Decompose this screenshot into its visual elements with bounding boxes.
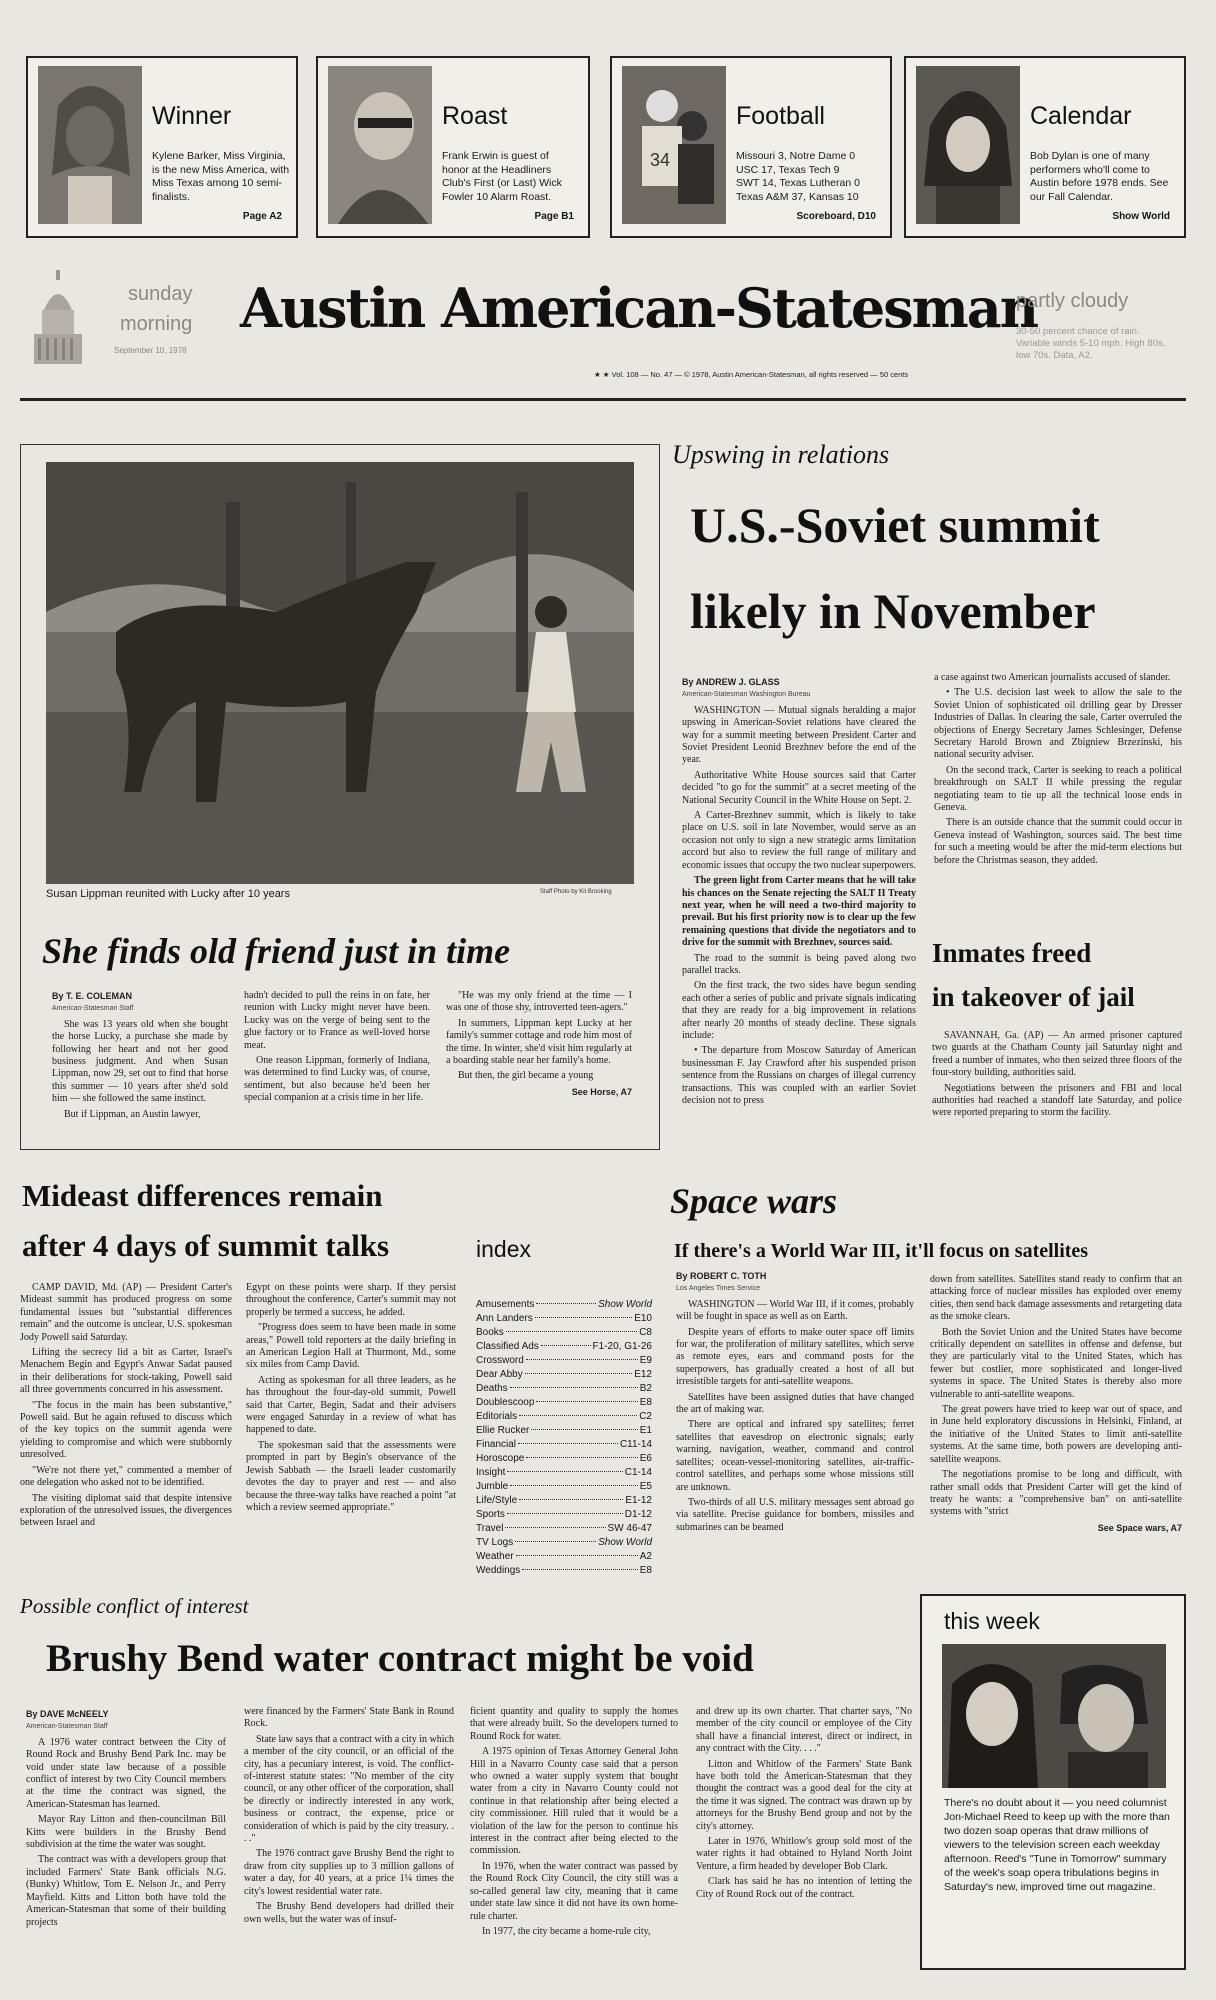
index-entry-page: A2	[639, 1551, 652, 1562]
paragraph: CAMP DAVID, Md. (AP) — President Carter's Mideast summit has produced progress on some fundamental issues but "substantial differences remain" and the outcome is unclear, U.S. spokesman Jody Powell said Saturday.	[20, 1282, 232, 1343]
paragraph: Both the Soviet Union and the United States have become critically dependent on satellites in offense and defense, but they are particularly vital to the United States, which has fewer but costlier, more sophisticated and longer-lived systems in space. The United States is thereby also more vulnerable to anti-satellite weapons.	[930, 1326, 1182, 1400]
inmates-headline-2: in takeover of jail	[932, 982, 1135, 1012]
index-entry-label: Deaths	[476, 1383, 508, 1394]
index-entry[interactable]	[476, 1410, 652, 1424]
paragraph: A 1975 opinion of Texas Attorney General John Hill in a Navarro County case said that a person who owned a water supply system that bought water from a city in Navarro County could not continue in that relationship after being elected a city commissioner. Hill ruled that it would be a violation of the law for the person to continue his interest in the contract after being elected to the commission.	[470, 1746, 678, 1857]
index-leader-dots	[516, 1555, 638, 1556]
index-entry-label: Financial	[476, 1439, 517, 1450]
index-entry[interactable]	[476, 1564, 652, 1578]
inmates-headline-1: Inmates freed	[932, 938, 1092, 968]
photo-caption: Susan Lippman reunited with Lucky after 10 years	[46, 888, 290, 900]
index-leader-dots	[505, 1527, 605, 1528]
paragraph: State law says that a contract with a city in which a member of the city council, or an official of the city, has a pecuniary interest, is void. The conflict-of-interest statute states: "No member of the city council, or any other officer of the corporation, shall be directly or indirectly interested in any work, business or contract, the expense, price or consideration of which is paid by the city treasury. . . ."	[244, 1733, 454, 1845]
byline: By ROBERT C. TOTH	[676, 1271, 767, 1281]
photo-credit: Staff Photo by Kit Brooking	[540, 889, 612, 895]
byline: By ANDREW J. GLASS	[682, 677, 780, 687]
paragraph: • The departure from Moscow Saturday of American businessman F. Jay Crawford after his suspended prison sentence from the Russians on charges of illegal currency transactions. This was coupled with an earlier Soviet decision not to press	[682, 1045, 916, 1106]
index-entry-label: Crossword	[476, 1355, 524, 1366]
paragraph: A 1976 water contract between the City of Round Rock and Brushy Bend Park Inc. may be void under state law because of a possible conflict of interest by two City Council members at the time the contract was signed, the American-Statesman has learned.	[26, 1736, 226, 1810]
index-entry-page: E8	[639, 1397, 652, 1408]
index-entry-label: Sports	[476, 1509, 505, 1520]
mideast-headline-2: after 4 days of summit talks	[22, 1228, 390, 1263]
paragraph: Later in 1976, Whitlow's group sold most of the water rights it had obtained to Hyland North Joint Venture, a firm headed by developer Bob Clark.	[696, 1836, 912, 1872]
index-leader-dots	[518, 1443, 618, 1444]
mideast-headline-1: Mideast differences remain	[22, 1178, 383, 1213]
paragraph: But if Lippman, an Austin lawyer,	[64, 1108, 201, 1120]
paragraph: "The focus in the main has been substantive," Powell said. But he again refused to discuss which of the key topics on the summit agenda were yielding to compromise and which were stubbornly unresolved.	[20, 1399, 232, 1461]
weather-title: partly cloudy	[1016, 290, 1129, 312]
paragraph: ficient quantity and quality to supply the homes that were already built. So the developers turned to Round Rock for water.	[470, 1706, 678, 1742]
index-entry-page: E1	[639, 1425, 652, 1436]
paragraph: Satellites have been assigned duties that have changed the art of making war.	[676, 1391, 914, 1416]
index-entry-label: Weddings	[476, 1565, 521, 1576]
paragraph: The 1976 contract gave Brushy Bend the right to draw from city supplies up to 3 million gallons of water a day, for 40 years, at a price 1¼ times the city's lowest residential water rate.	[244, 1848, 454, 1897]
index-entry[interactable]	[476, 1494, 652, 1508]
this-week-photo	[942, 1644, 1166, 1788]
index-leader-dots	[541, 1345, 591, 1346]
teaser-title: Roast	[442, 102, 508, 130]
index-entry[interactable]	[476, 1424, 652, 1438]
mideast-col-1	[20, 1282, 232, 1572]
paragraph: SAVANNAH, Ga. (AP) — An armed prisoner captured two guards at the Chatham County jail Saturday night and freed a number of inmates, who then seized three floors of the four-story building, authorities said.	[932, 1030, 1182, 1079]
byline-org: American-Statesman Staff	[52, 1005, 134, 1013]
index-leader-dots	[507, 1471, 622, 1472]
index-entry[interactable]	[476, 1326, 652, 1340]
teaser-page: Page A2	[242, 211, 282, 222]
see-jump-link[interactable]: See Space wars, A7	[1097, 1522, 1182, 1533]
paragraph: In summers, Lippman kept Lucky at her family's summer cottage and rode him most of the time. In winter, she'd visit him regularly at a boarding stable near her family's home.	[446, 1017, 632, 1067]
brushy-col-1	[26, 1708, 226, 1968]
paragraph: down from satellites. Satellites stand ready to confirm that an attacking force of nuclear missiles has exploded over enemy cities, then send back damage assessments and retargeting data as the smoke clears.	[930, 1274, 1182, 1323]
teaser-title: Winner	[152, 102, 232, 130]
capitol-dome-icon	[30, 270, 86, 370]
paragraph: The great powers have tried to keep war out of space, and in June held exploratory discussions in Helsinki, Finland, at the initiative of the United States to limit anti-satellite systems. At the same time, both powers are developing anti-satellite weapons.	[930, 1404, 1182, 1465]
see-jump-link[interactable]: See Horse, A7	[571, 1086, 632, 1097]
space-col-1	[676, 1270, 914, 1576]
index-entry-label: Life/Style	[476, 1495, 518, 1506]
paragraph: a case against two American journalists accused of slander.	[934, 672, 1171, 683]
brushy-col-2	[244, 1706, 454, 1970]
index-entry-label: Weather	[476, 1551, 514, 1562]
index-entry[interactable]	[476, 1340, 652, 1354]
paragraph: Despite years of efforts to make outer space off limits for war, the proliferation of military satellites, which serve as remote eyes, ears and command posts for the superpowers, has gradually created a host of all but irresistible targets for anti-satellite weapons.	[676, 1326, 914, 1388]
paragraph: But then, the girl became a young	[458, 1070, 594, 1082]
byline: By T. E. COLEMAN	[52, 991, 133, 1001]
index-leader-dots	[525, 1373, 633, 1374]
index-entry[interactable]	[476, 1368, 652, 1382]
index-leader-dots	[535, 1317, 632, 1318]
paragraph: The contract was with a developers group that included Farmers' State Bank officials N.G. (Bunky) Whitlow, Tom E. Nelson Jr., and Perry Mayfield. Kitts and Litton both have told the American-Statesman that some of their building projects	[26, 1854, 226, 1928]
index-entry-label: Ellie Rucker	[476, 1425, 530, 1436]
index-entry[interactable]	[476, 1550, 652, 1564]
index-entry[interactable]	[476, 1466, 652, 1480]
index-entry[interactable]	[476, 1438, 652, 1452]
paragraph: were financed by the Farmers' State Bank in Round Rock.	[244, 1706, 454, 1730]
horse-col-2	[244, 990, 430, 1140]
summit-kicker: Upswing in relations	[672, 440, 890, 469]
summit-col-1	[682, 676, 916, 1184]
index-entry-page: E6	[639, 1453, 652, 1464]
paragraph: Authoritative White House sources said that Carter decided "to go for the summit" at a secret meeting of the National Security Council in the White House on Sept. 2.	[682, 769, 916, 806]
index-entry-label: Classified Ads	[476, 1341, 539, 1352]
index-entry-label: TV Logs	[476, 1537, 514, 1548]
teaser-text: Missouri 3, Notre Dame 0 USC 17, Texas Tech 9 SWT 14, Texas Lutheran 0 Texas A&M 37, Kansas 10	[736, 150, 860, 203]
paragraph: The road to the summit is being paved along two parallel tracks.	[682, 952, 916, 976]
index-entry-page: SW 46-47	[607, 1523, 652, 1534]
byline-org: Los Angeles Times Service	[676, 1285, 761, 1293]
index-entry[interactable]	[476, 1522, 652, 1536]
index-leader-dots	[515, 1541, 596, 1542]
summit-headline-1: U.S.-Soviet summit	[690, 497, 1100, 553]
teaser-page: Scoreboard, D10	[796, 211, 876, 222]
inmates-body	[932, 1030, 1182, 1164]
teaser-roast[interactable]	[316, 56, 590, 238]
paragraph: Lifting the secrecy lid a bit as Carter, Israel's Menachem Begin and Egypt's Anwar Sadat paused in their deliberations for stock-taking, Powell said all three governments concurred in his assessment.	[20, 1347, 232, 1396]
paragraph: Mayor Ray Litton and then-councilman Bill Kitts were builders in the Brushy Bend subdivision at the time the water was sought.	[26, 1814, 226, 1851]
teaser-photo	[916, 66, 1020, 224]
paragraph: Litton and Whitlow of the Farmers' State Bank have both told the American-Statesman that they thought the contract was a good deal for the city at the time it was signed. The contract was drawn up by attorneys for the Brushy Bend group and not by the city's attorney.	[696, 1758, 912, 1832]
teaser-title: Calendar	[1030, 102, 1132, 130]
teaser-photo	[328, 66, 432, 224]
index-entry-page: E10	[634, 1313, 652, 1324]
paragraph: On the first track, the two sides have begun sending each other a series of public and private signals indicating that they are ready for a big improvement in relations after nearly 20 months of steady decline. These signals include:	[682, 980, 916, 1041]
paragraph: WASHINGTON — Mutual signals heralding a major upswing in American-Soviet relations have cleared the way for a summit meeting between President Carter and Soviet President Leonid Brezhnev before the end of the year.	[682, 704, 916, 766]
index-entry[interactable]	[476, 1536, 652, 1550]
index-entry[interactable]	[476, 1452, 652, 1466]
paragraph: "We're not there yet," commented a member of one delegation who asked not to be identified.	[20, 1464, 232, 1489]
summit-headline-2: likely in November	[690, 583, 1096, 639]
paragraph: One reason Lippman, formerly of Indiana, was determined to find Lucky was, of course, sentiment, but also because he'd been her special companion at a crisis time in her life.	[244, 1055, 430, 1104]
teaser-title: Football	[736, 102, 825, 130]
byline-org: American-Statesman Washington Bureau	[682, 691, 811, 699]
index-leader-dots	[526, 1457, 637, 1458]
paragraph: Egypt on these points were sharp. If they persist throughout the conference, Carter's summit may not properly be termed a success, he added.	[246, 1282, 456, 1318]
byline-org: American-Statesman Staff	[26, 1723, 108, 1731]
index-entry-label: Travel	[476, 1523, 504, 1534]
index-entry-page: C11-14	[619, 1439, 652, 1450]
index-leader-dots	[519, 1415, 637, 1416]
index-entry-page: F1-20, G1-26	[592, 1341, 652, 1352]
brushy-col-3	[470, 1706, 678, 1970]
index-entry-page: E12	[634, 1369, 652, 1380]
teaser-text: Kylene Barker, Miss Virginia, is the new Miss America, with Miss Texas among 10 semi-finalists.	[152, 150, 290, 203]
mideast-col-2	[246, 1282, 456, 1572]
index-entry[interactable]	[476, 1382, 652, 1396]
masthead-date: September 10, 1978	[114, 346, 187, 355]
space-col-2	[930, 1274, 1182, 1576]
paragraph: hadn't decided to pull the reins in on fate, her reunion with Lucky might never have been. Lucky was on the verge of being sent to the glue factory or to France as well-loved horse meat.	[244, 990, 430, 1051]
svg-text:34: 34	[650, 150, 671, 170]
teaser-page: Page B1	[534, 211, 574, 222]
index-entry-label: Jumble	[476, 1481, 509, 1492]
index-entry-page: E1-12	[625, 1495, 652, 1506]
paragraph: "Progress does seem to have been made in some areas," Powell told reporters at the daily briefing in an American Legion Hall at Thurmont, Md., some six miles from Camp David.	[246, 1322, 456, 1371]
paragraph: A Carter-Brezhnev summit, which is likely to take place on U.S. soil in late November, would serve as an occasion not only to sign a new strategic arms limitation accord but also to review the full range of military and economic issues that occupy the two nuclear superpowers.	[682, 810, 916, 871]
paragraph: In 1976, when the water contract was passed by the Round Rock City Council, the city still was a so-called general law city, meaning that it came under state law since it did not have its own home-rule charter.	[470, 1860, 678, 1922]
index-entry[interactable]	[476, 1298, 652, 1312]
teaser-photo	[622, 66, 726, 224]
paragraph: The negotiations promise to be long and difficult, with rather small odds that President Carter will get the kind of treaty he wants: a "comprehensive ban" on anti-satellite systems with "strict	[930, 1469, 1182, 1518]
paragraph: • The U.S. decision last week to allow the sale to the Soviet Union of sophisticated oil drilling gear by Dresser Industries of Dallas. In clearing the sale, Carter overruled the objections of Energy Secretary James Schlesinger, Defense Secretary Harold Brown and Zbigniew Brzezinski, his national security adviser.	[934, 687, 1182, 761]
paragraph: Two-thirds of all U.S. military messages sent abroad go via satellite. Precise guidance for bombers, missiles and submarines can be beamed	[676, 1496, 914, 1533]
byline: By DAVE McNEELY	[26, 1709, 109, 1719]
paragraph: Clark has said he has no intention of letting the City of Round Rock out of the contract.	[696, 1876, 912, 1900]
weather-text: 30-50 percent chance of rain. Variable winds 5-10 mph. High 80s, low 70s. Data, A2.	[1016, 326, 1166, 361]
index-entry[interactable]	[476, 1354, 652, 1368]
brushy-kicker: Possible conflict of interest	[20, 1594, 249, 1618]
brushy-col-4	[696, 1706, 912, 1970]
index-leader-dots	[531, 1429, 637, 1430]
summit-col-2	[934, 672, 1182, 912]
paragraph: and drew up its own charter. That charter says, "No member of the city council or employee of the City shall have a financial interest, direct or indirect, in any contract with the City. . . ."	[696, 1706, 912, 1755]
index-entry-label: Insight	[476, 1467, 506, 1478]
masthead-day: sunday	[128, 283, 193, 305]
index-entry-page: B2	[639, 1383, 652, 1394]
paragraph: There is an outside chance that the summit could occur in Geneva instead of Washington, sources said. The best time for such a meeting would be after the mid-term elections but before the Christmas season, they added.	[934, 817, 1182, 866]
teaser-football[interactable]	[610, 56, 892, 238]
paragraph: "He was my only friend at the time — I was one of those shy, introverted teen-agers."	[446, 990, 632, 1014]
index-entry-page: Show World	[598, 1537, 652, 1548]
index-list	[476, 1298, 652, 1578]
index-leader-dots	[519, 1499, 623, 1500]
index-entry-label: Ann Landers	[476, 1313, 533, 1324]
paragraph: WASHINGTON — World War III, if it comes, probably will be fought in space as well as on Earth.	[676, 1298, 914, 1323]
teaser-winner[interactable]	[26, 56, 298, 238]
teaser-page: Show World	[1112, 211, 1170, 222]
index-entry-page: E8	[639, 1565, 652, 1576]
index-entry-page: E5	[639, 1481, 652, 1492]
index-leader-dots	[507, 1513, 623, 1514]
index-entry-page: C1-14	[624, 1467, 652, 1478]
index-leader-dots	[536, 1401, 637, 1402]
paragraph: The Brushy Bend developers had drilled their own wells, but the water was of insuf-	[244, 1901, 454, 1925]
space-subhead: If there's a World War III, it'll focus on satellites	[674, 1240, 1089, 1262]
index-leader-dots	[506, 1331, 637, 1332]
paragraph: The visiting diplomat said that despite intensive exploration of the unresolved issues, the divergences between Israel and	[20, 1492, 232, 1529]
horse-col-3	[446, 990, 632, 1140]
index-entry-page: C8	[639, 1327, 652, 1338]
index-entry-label: Amusements	[476, 1299, 535, 1310]
teaser-photo	[38, 66, 142, 224]
index-leader-dots	[510, 1485, 638, 1486]
masthead-edition: morning	[120, 313, 193, 335]
index-leader-dots	[526, 1359, 638, 1360]
index-entry-label: Horoscope	[476, 1453, 525, 1464]
index-title: index	[476, 1236, 531, 1262]
horse-photo	[46, 462, 634, 884]
index-entry-page: D1-12	[624, 1509, 652, 1520]
index-leader-dots	[510, 1387, 638, 1388]
index-entry-label: Dear Abby	[476, 1369, 523, 1380]
teaser-calendar[interactable]	[904, 56, 1186, 238]
masthead-name: Austin American-Statesman	[240, 276, 1037, 340]
index-leader-dots	[522, 1569, 637, 1570]
horse-col-1	[52, 990, 228, 1140]
index-entry-page: E9	[639, 1355, 652, 1366]
paragraph: The spokesman said that the assessments were prompted in part by Begin's observance of the Jewish Sabbath — the Israeli leader customarily devotes the day to prayer and rest — and also because the three-way talks have reached a point "at which a review seemed appropriate."	[246, 1439, 456, 1513]
index-leader-dots	[536, 1303, 596, 1304]
index-entry-label: Editorials	[476, 1411, 518, 1422]
index-entry[interactable]	[476, 1480, 652, 1494]
paragraph: There are optical and infrared spy satellites; ferret satellites that eavesdrop on electronic signals; early warning, navigation, weather, command and control satellites; ocean-vessel-monitoring satellites, air-traffic-control satellites, and perhaps some whose missions still are unknown.	[676, 1419, 914, 1493]
index-entry[interactable]	[476, 1508, 652, 1522]
volume-line: ★ ★ Vol. 108 — No. 47 — © 1978, Austin American-Statesman, all rights reserved — 50 cents	[594, 370, 909, 379]
index-entry[interactable]	[476, 1312, 652, 1326]
index-entry-label: Books	[476, 1327, 504, 1338]
this-week-box[interactable]	[920, 1594, 1186, 1970]
paragraph: Negotiations between the prisoners and FBI and local authorities had reached a standoff late Saturday, and police were reported preparing to storm the facility.	[932, 1082, 1182, 1119]
paragraph: On the second track, Carter is seeking to reach a political breakthrough on SALT II while pressing the regular negotiating team to tie up all the technical loose ends in Geneva.	[934, 764, 1182, 814]
space-headline: Space wars	[670, 1181, 838, 1221]
index-entry-page: Show World	[598, 1299, 652, 1310]
paragraph: She was 13 years old when she bought the horse Lucky, a purchase she made by following her heart and not her good business judgment. And when Susan Lippman, now 29, set out to find that horse this summer — 10 years after she'd sold him — she followed the same instinct.	[52, 1018, 228, 1105]
paragraph: Acting as spokesman for all three leaders, as he has throughout the four-day-old summit, Powell said that Carter, Begin, Sadat and their advisers were engaged Saturday in a review of what has happened to date.	[246, 1374, 456, 1436]
masthead-rule	[20, 398, 1186, 401]
horse-headline: She finds old friend just in time	[42, 931, 511, 971]
teaser-text: Bob Dylan is one of many performers who'll come to Austin before 1978 ends. See our Fall Calendar.	[1030, 150, 1169, 203]
paragraph: The green light from Carter means that he will take his chances on the Senate rejecting the SALT II Treaty next year, when he will need a two-third majority to prevail. But his first priority now is to clear up the few remaining questions that divide the negotiators and to drive for the summit with Brezhnev, sources said.	[682, 875, 916, 949]
index-entry-page: C2	[639, 1411, 652, 1422]
this-week-text: There's no doubt about it — you need columnist Jon-Michael Reed to keep up with the more than two dozen soap operas that draw millions of viewers to the television screen each weekday afternoon. Reed's "Tune in Tomorrow" summary of the week's soap opera tribulations begins in Saturday's new, improved time out magazine.	[944, 1797, 1170, 1893]
brushy-headline: Brushy Bend water contract might be void	[46, 1637, 754, 1680]
this-week-title: this week	[944, 1608, 1040, 1634]
teaser-text: Frank Erwin is guest of honor at the Headliners Club's First (or Last) Wick Fowler 10 Alarm Roast.	[442, 150, 562, 203]
paragraph: In 1977, the city became a home-rule city,	[482, 1925, 651, 1937]
index-entry-label: Doublescoop	[476, 1397, 535, 1408]
index-entry[interactable]	[476, 1396, 652, 1410]
